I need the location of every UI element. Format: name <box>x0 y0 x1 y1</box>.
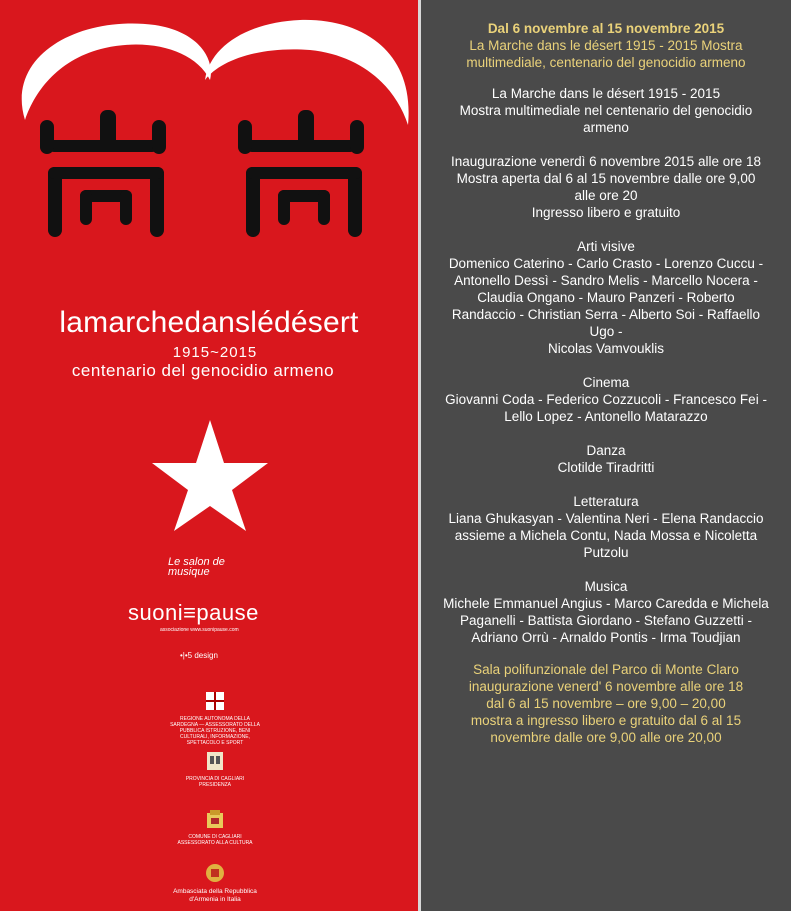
artist-line: Ugo - <box>589 324 623 339</box>
armenian-glyphs-graphic <box>0 95 418 255</box>
artist-line: assieme a Michela Contu, Nada Mossa e Nicoletta <box>454 528 758 543</box>
intro-line: La Marche dans le désert 1915 - 2015 <box>491 86 721 101</box>
poster-years: 1915~2015 <box>172 344 258 361</box>
event-header-line: La Marche dans le désert 1915 - 2015 Mostra <box>469 38 743 53</box>
section-title-letteratura: Letteratura <box>573 494 639 509</box>
artist-line: Liana Ghukasyan - Valentina Neri - Elena Randaccio <box>448 511 764 526</box>
inauguration-line: Inaugurazione venerdì 6 novembre 2015 alle ore 18 <box>451 154 761 169</box>
venue-line: Sala polifunzionale del Parco di Monte Claro <box>473 662 739 677</box>
artist-line: Clotilde Tiradritti <box>557 460 655 475</box>
design-logo: •|•5 design <box>180 651 218 660</box>
section-title-arti: Arti visive <box>577 239 635 254</box>
intro-line: Mostra multimediale nel centenario del genocidio <box>459 103 753 118</box>
venue-line: mostra a ingresso libero e gratuito dal 6 al 15 <box>470 713 742 728</box>
inauguration-line: alle ore 20 <box>574 188 638 203</box>
sponsor-provincia: PROVINCIA DI CAGLIARI PRESIDENZA <box>170 750 260 788</box>
sponsor-comune: COMUNE DI CAGLIARI ASSESSORATO ALLA CULTURA <box>170 808 260 846</box>
artist-line: Domenico Caterino - Carlo Crasto - Lorenzo Cuccu - <box>448 256 764 271</box>
venue-line: dal 6 al 15 novembre – ore 9,00 – 20,00 <box>486 696 726 711</box>
section-title-danza: Danza <box>586 443 626 458</box>
star-icon <box>150 418 270 533</box>
poster-subtitle: centenario del genocidio armeno <box>71 361 335 380</box>
venue-line: inaugurazione venerd' 6 novembre alle ore 18 <box>468 679 744 694</box>
artist-line: Paganelli - Battista Giordano - Stefano Guzzetti - <box>460 613 752 628</box>
artist-line: Antonello Dessì - Sandro Melis - Marcello Nocera - <box>454 273 758 288</box>
suonipause-subtitle: associazione www.suonipause.com <box>160 627 239 633</box>
sponsor-ambasciata: Ambasciata della Repubblica d'Armenia in Italia <box>170 862 260 904</box>
artist-line: Lello Lopez - Antonello Matarazzo <box>504 409 708 424</box>
sponsor-regione: REGIONE AUTONOMA DELLA SARDEGNA — ASSESSORATO DELLA PUBBLICA ISTRUZIONE, BENI CULTURALI, INFORMAZIONE, SPETTACOLO E SPORT <box>170 690 260 746</box>
artist-line: Giovanni Coda - Federico Cozzucoli - Francesco Fei - <box>445 392 767 407</box>
lesalon-logo: Le salon de musique <box>168 556 225 578</box>
artist-line: Putzolu <box>583 545 629 560</box>
section-title-cinema: Cinema <box>582 375 630 390</box>
intro-line: armeno <box>583 120 629 135</box>
event-info-panel <box>421 0 791 911</box>
crest-icon <box>204 808 226 830</box>
artist-line: Nicolas Vamvouklis <box>547 341 665 356</box>
artist-line: Randaccio - Christian Serra - Alberto Soi - Raffaello <box>451 307 761 322</box>
crest-icon <box>204 862 226 884</box>
crest-icon <box>204 750 226 772</box>
inauguration-line: Mostra aperta dal 6 al 15 novembre dalle ore 9,00 <box>456 171 756 186</box>
artist-line: Michele Emmanuel Angius - Marco Caredda e Michela <box>443 596 769 611</box>
poster-title: lamarchedanslédésert <box>59 306 359 339</box>
event-header-line: multimediale, centenario del genocidio armeno <box>466 55 746 70</box>
event-date-header: Dal 6 novembre al 15 novembre 2015 <box>487 21 725 36</box>
suonipause-logo: suoni≡pause <box>128 600 259 625</box>
artist-line: Adriano Orrù - Arnaldo Pontis - Irma Toudjian <box>471 630 741 645</box>
artist-line: Claudia Ongano - Mauro Panzeri - Roberto <box>477 290 735 305</box>
venue-line: novembre dalle ore 9,00 alle ore 20,00 <box>490 730 722 745</box>
inauguration-line: Ingresso libero e gratuito <box>531 205 681 220</box>
section-title-musica: Musica <box>584 579 628 594</box>
crest-icon <box>204 690 226 712</box>
